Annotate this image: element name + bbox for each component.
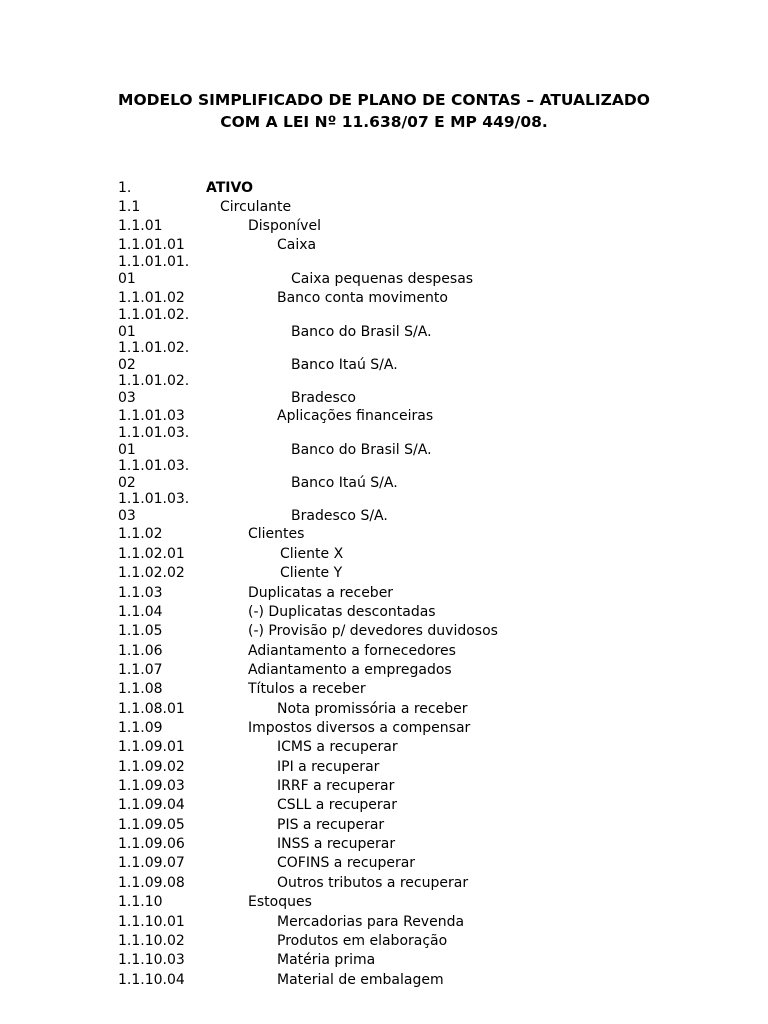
account-code: 1.1.01 (118, 218, 163, 234)
account-code: 1.1.01.02. (118, 373, 190, 389)
account-label: PIS a recuperar (277, 817, 385, 833)
account-code: 1.1.09.03 (118, 778, 185, 794)
account-code: 1.1.10 (118, 894, 163, 910)
account-label: Banco do Brasil S/A. (291, 324, 432, 340)
account-label: ATIVO (206, 180, 253, 196)
account-label: COFINS a recuperar (277, 855, 416, 871)
account-label: Clientes (248, 526, 305, 542)
account-label: Cliente Y (280, 565, 343, 581)
account-code: 1.1.01.03 (118, 408, 185, 424)
account-label: (-) Provisão p/ devedores duvidosos (248, 623, 498, 639)
account-code: 1.1.09 (118, 720, 163, 736)
account-label: Bradesco S/A. (291, 508, 388, 524)
account-code-continuation: 01 (118, 442, 136, 458)
account-label: CSLL a recuperar (277, 797, 397, 813)
account-code: 1.1.01.02 (118, 290, 185, 306)
account-label: Caixa pequenas despesas (291, 271, 474, 287)
account-label: IRRF a recuperar (277, 778, 395, 794)
account-label: Bradesco (291, 390, 356, 406)
account-label: Estoques (248, 894, 312, 910)
account-code: 1.1.03 (118, 585, 163, 601)
account-code: 1.1.02.02 (118, 565, 185, 581)
account-code: 1.1.10.03 (118, 952, 185, 968)
account-label: Produtos em elaboração (277, 933, 448, 949)
account-code: 1.1.10.01 (118, 914, 185, 930)
account-label: Outros tributos a recuperar (277, 875, 469, 891)
account-code: 1.1.09.01 (118, 739, 185, 755)
account-code-continuation: 02 (118, 357, 136, 373)
account-code: 1.1.09.06 (118, 836, 185, 852)
account-label: Disponível (248, 218, 321, 234)
document-title-line-2: COM A LEI Nº 11.638/07 E MP 449/08. (220, 113, 548, 131)
account-code-continuation: 03 (118, 390, 136, 406)
account-code: 1.1.09.02 (118, 759, 185, 775)
account-code: 1.1.01.03. (118, 491, 190, 507)
account-code: 1. (118, 180, 132, 196)
account-code: 1.1.02 (118, 526, 163, 542)
account-code-continuation: 01 (118, 324, 136, 340)
account-code-continuation: 01 (118, 271, 136, 287)
account-label: IPI a recuperar (277, 759, 380, 775)
account-code-continuation: 03 (118, 508, 136, 524)
account-label: Títulos a receber (248, 681, 366, 697)
account-label: Matéria prima (277, 952, 376, 968)
account-label: INSS a recuperar (277, 836, 396, 852)
account-code: 1.1.08.01 (118, 701, 185, 717)
account-label: Banco do Brasil S/A. (291, 442, 432, 458)
account-code-continuation: 02 (118, 475, 136, 491)
account-label: Adiantamento a fornecedores (248, 643, 456, 659)
account-code: 1.1.04 (118, 604, 163, 620)
account-label: Aplicações financeiras (277, 408, 434, 424)
account-code: 1.1.09.07 (118, 855, 185, 871)
account-label: Duplicatas a receber (248, 585, 394, 601)
account-label: Banco Itaú S/A. (291, 357, 398, 373)
account-code: 1.1.01.02. (118, 307, 190, 323)
account-label: Nota promissória a receber (277, 701, 468, 717)
account-code: 1.1 (118, 199, 141, 215)
account-label: Circulante (220, 199, 292, 215)
account-code: 1.1.01.03. (118, 425, 190, 441)
account-label: Banco Itaú S/A. (291, 475, 398, 491)
account-label: Adiantamento a empregados (248, 662, 452, 678)
account-label: Cliente X (280, 546, 344, 562)
account-code: 1.1.09.08 (118, 875, 185, 891)
account-code: 1.1.09.04 (118, 797, 185, 813)
account-code: 1.1.08 (118, 681, 163, 697)
account-code: 1.1.10.04 (118, 972, 185, 988)
account-code: 1.1.09.05 (118, 817, 185, 833)
document-title-line-1: MODELO SIMPLIFICADO DE PLANO DE CONTAS – ATUALIZADO (118, 91, 650, 109)
account-code: 1.1.02.01 (118, 546, 185, 562)
account-code: 1.1.01.03. (118, 458, 190, 474)
account-label: Mercadorias para Revenda (277, 914, 465, 930)
account-label: (-) Duplicatas descontadas (248, 604, 436, 620)
account-code: 1.1.05 (118, 623, 163, 639)
account-label: ICMS a recuperar (277, 739, 398, 755)
account-code: 1.1.01.01 (118, 237, 185, 253)
account-label: Material de embalagem (277, 972, 444, 988)
account-code: 1.1.10.02 (118, 933, 185, 949)
account-label: Impostos diversos a compensar (248, 720, 471, 736)
account-label: Caixa (277, 237, 317, 253)
account-code: 1.1.06 (118, 643, 163, 659)
account-code: 1.1.01.01. (118, 254, 190, 270)
account-label: Banco conta movimento (277, 290, 448, 306)
account-code: 1.1.07 (118, 662, 163, 678)
account-code: 1.1.01.02. (118, 340, 190, 356)
